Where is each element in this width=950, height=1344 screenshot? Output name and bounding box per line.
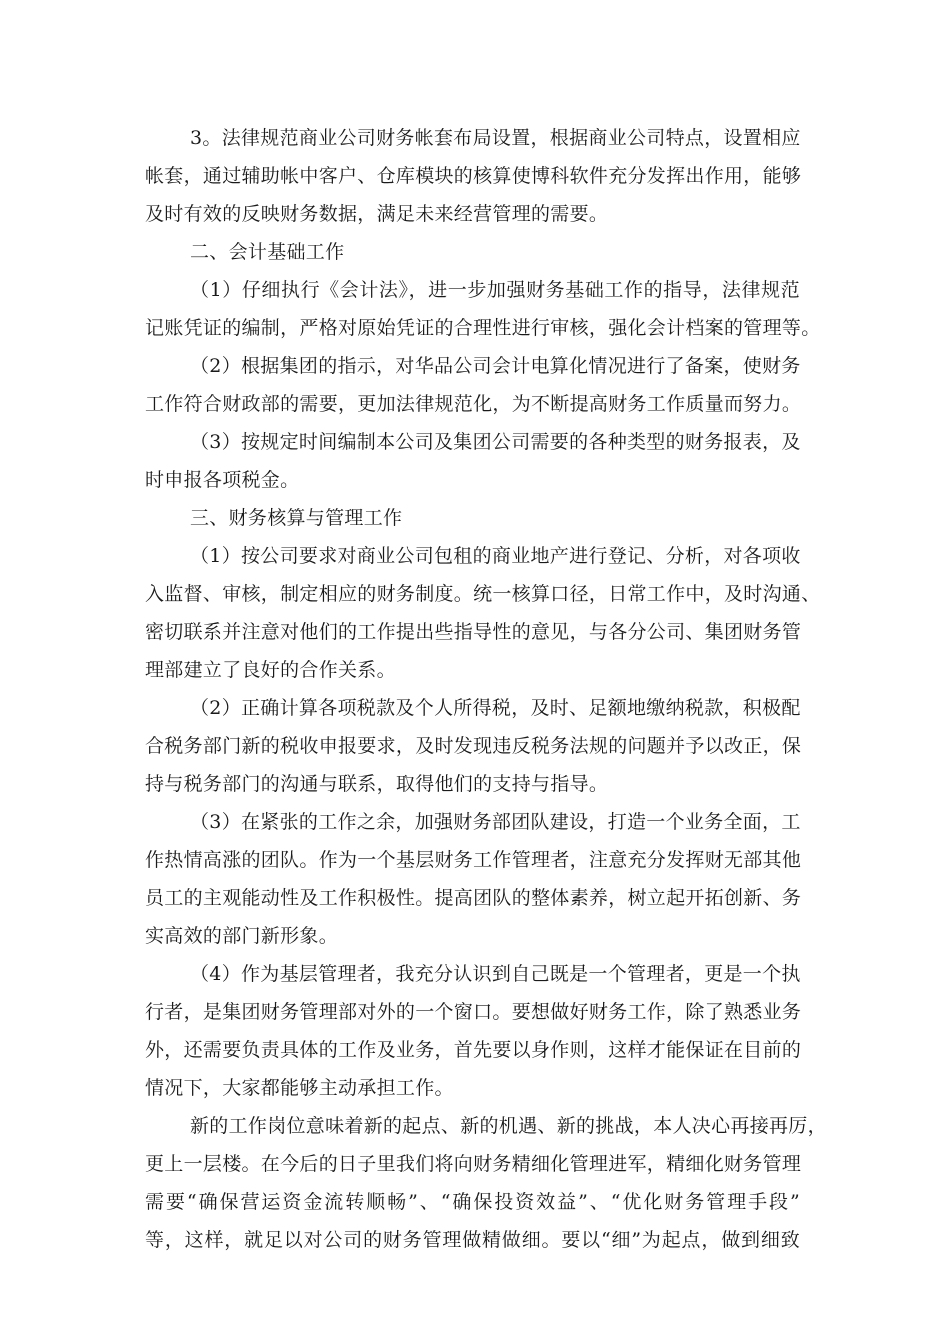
text-line: （1）按公司要求对商业公司包租的商业地产进行登记、分析，对各项收 xyxy=(190,545,801,567)
text-line: 记账凭证的编制，严格对原始凭证的合理性进行审核，强化会计档案的管理等。 xyxy=(145,317,821,339)
text-line: 等，这样，就足以对公司的财务管理做精做细。要以“细”为起点，做到细致 xyxy=(145,1229,800,1251)
text-line: 及时有效的反映财务数据，满足未来经营管理的需要。 xyxy=(145,203,609,225)
text-line: 入监督、审核，制定相应的财务制度。统一核算口径，日常工作中，及时沟通、 xyxy=(145,583,821,605)
text-line: 密切联系并注意对他们的工作提出些指导性的意见，与各分公司、集团财务管 xyxy=(145,621,802,643)
section-heading: 二、会计基础工作 xyxy=(190,241,345,263)
text-line: （2）正确计算各项税款及个人所得税，及时、足额地缴纳税款，积极配 xyxy=(190,697,801,719)
text-line: 实高效的部门新形象。 xyxy=(145,925,339,947)
text-line: （3）按规定时间编制本公司及集团公司需要的各种类型的财务报表，及 xyxy=(190,431,801,453)
text-line: 需要“确保营运资金流转顺畅”、“确保投资效益”、“优化财务管理手段” xyxy=(145,1191,800,1213)
text-line: 新的工作岗位意味着新的起点、新的机遇、新的挑战，本人决心再接再厉， xyxy=(190,1115,827,1137)
text-line: （2）根据集团的指示，对华品公司会计电算化情况进行了备案，使财务 xyxy=(190,355,801,377)
section-heading: 三、财务核算与管理工作 xyxy=(190,507,403,529)
text-line: 合税务部门新的税收申报要求，及时发现违反税务法规的问题并予以改正，保 xyxy=(145,735,802,757)
text-line: （3）在紧张的工作之余，加强财务部团队建设，打造一个业务全面，工 xyxy=(190,811,801,833)
text-line: 员工的主观能动性及工作积极性。提高团队的整体素养，树立起开拓创新、务 xyxy=(145,887,802,909)
text-line: 帐套，通过辅助帐中客户、仓库模块的核算使博科软件充分发挥出作用，能够 xyxy=(145,165,802,187)
text-line: 时申报各项税金。 xyxy=(145,469,300,491)
text-line: 行者，是集团财务管理部对外的一个窗口。要想做好财务工作，除了熟悉业务 xyxy=(145,1001,802,1023)
text-line: 工作符合财政部的需要，更加法律规范化，为不断提高财务工作质量而努力。 xyxy=(145,393,802,415)
text-line: 持与税务部门的沟通与联系，取得他们的支持与指导。 xyxy=(145,773,609,795)
text-line: 外，还需要负责具体的工作及业务，首先要以身作则，这样才能保证在目前的 xyxy=(145,1039,802,1061)
text-line: （1）仔细执行《会计法》，进一步加强财务基础工作的指导，法律规范 xyxy=(190,279,800,301)
text-line: 理部建立了良好的合作关系。 xyxy=(145,659,396,681)
text-line: 情况下，大家都能够主动承担工作。 xyxy=(145,1077,454,1099)
text-line: 3。法律规范商业公司财务帐套布局设置，根据商业公司特点，设置相应 xyxy=(190,127,801,149)
text-line: （4）作为基层管理者，我充分认识到自己既是一个管理者，更是一个执 xyxy=(190,963,801,985)
text-line: 作热情高涨的团队。作为一个基层财务工作管理者，注意充分发挥财无部其他 xyxy=(145,849,802,871)
text-line: 更上一层楼。在今后的日子里我们将向财务精细化管理进军，精细化财务管理 xyxy=(145,1153,802,1175)
